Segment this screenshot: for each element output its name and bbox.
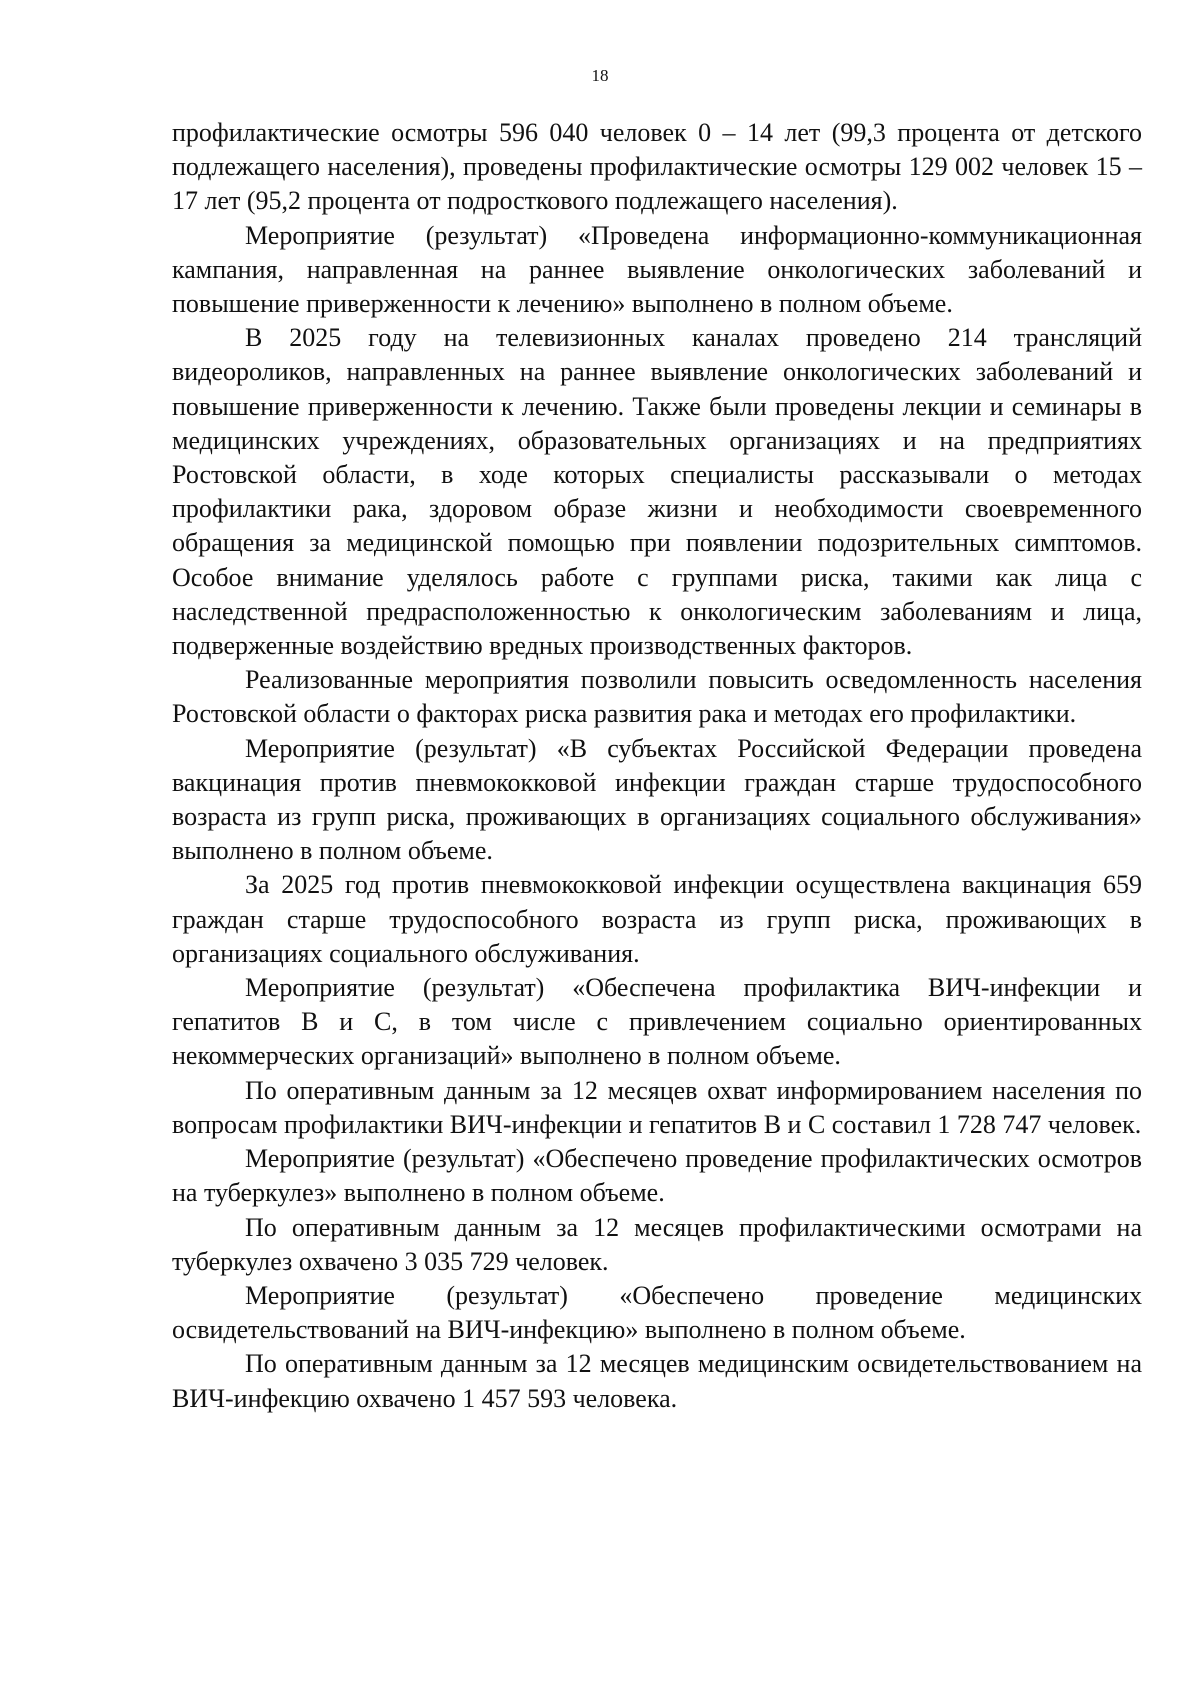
paragraph: Мероприятие (результат) «Обеспечено проведение профилактических осмотров на туберкулез» выполнено в полном объеме.: [172, 1144, 1142, 1208]
paragraph: Реализованные мероприятия позволили повысить осведомленность населения Ростовской области о факторах риска развития рака и методах его профилактики.: [172, 665, 1142, 729]
paragraph: Мероприятие (результат) «В субъектах Российской Федерации проведена вакцинация против пневмококковой инфекции граждан старше трудоспособного возраста из групп риска, проживающих в организациях социального обслуживания» выполнено в полном объеме.: [172, 733, 1142, 866]
paragraph: В 2025 году на телевизионных каналах проведено 214 трансляций видеороликов, направленных на раннее выявление онкологических заболеваний и повышение приверженности к лечению. Также были проведены лекции и семинары в медицинских учреждениях, образовательных организациях и на предприятиях Ростовской области, в ходе которых специалисты рассказывали о методах профилактики рака, здоровом образе жизни и необходимости своевременного обращения за медицинской помощью при появлении подозрительных симптомов. Особое внимание уделялось работе с группами риска, такими как лица с наследственной предрасположенностью к онкологическим заболеваниям и лица, подверженные воздействию вредных производственных факторов.: [172, 323, 1142, 661]
page-number: 18: [591, 66, 609, 85]
paragraph-continuation: профилактические осмотры 596 040 человек 0 – 14 лет (99,3 процента от детского подлежащего населения), проведены профилактические осмотры 129 002 человек 15 – 17 лет (95,2 процента от подросткового подлежащего населения).: [172, 118, 1142, 216]
paragraph: За 2025 год против пневмококковой инфекции осуществлена вакцинация 659 граждан старше трудоспособного возраста из групп риска, проживающих в организациях социального обслуживания.: [172, 870, 1142, 968]
paragraph: По оперативным данным за 12 месяцев профилактическими осмотрами на туберкулез охвачено 3 035 729 человек.: [172, 1212, 1142, 1276]
document-body: [172, 116, 1142, 1416]
paragraph: По оперативным данным за 12 месяцев охват информированием населения по вопросам профилактики ВИЧ-инфекции и гепатитов B и C составил 1 728 747 человек.: [172, 1075, 1142, 1139]
paragraph: Мероприятие (результат) «Проведена информационно-коммуникационная кампания, направленная на раннее выявление онкологических заболеваний и повышение приверженности к лечению» выполнено в полном объеме.: [172, 220, 1142, 319]
paragraph: Мероприятие (результат) «Обеспечено проведение медицинских освидетельствований на ВИЧ-инфекцию» выполнено в полном объеме.: [172, 1280, 1142, 1345]
paragraph: По оперативным данным за 12 месяцев медицинским освидетельствованием на ВИЧ-инфекцию охвачено 1 457 593 человека.: [172, 1349, 1142, 1413]
paragraph: Мероприятие (результат) «Обеспечена профилактика ВИЧ-инфекции и гепатитов B и C, в том числе с привлечением социально ориентированных некоммерческих организаций» выполнено в полном объеме.: [172, 973, 1142, 1071]
